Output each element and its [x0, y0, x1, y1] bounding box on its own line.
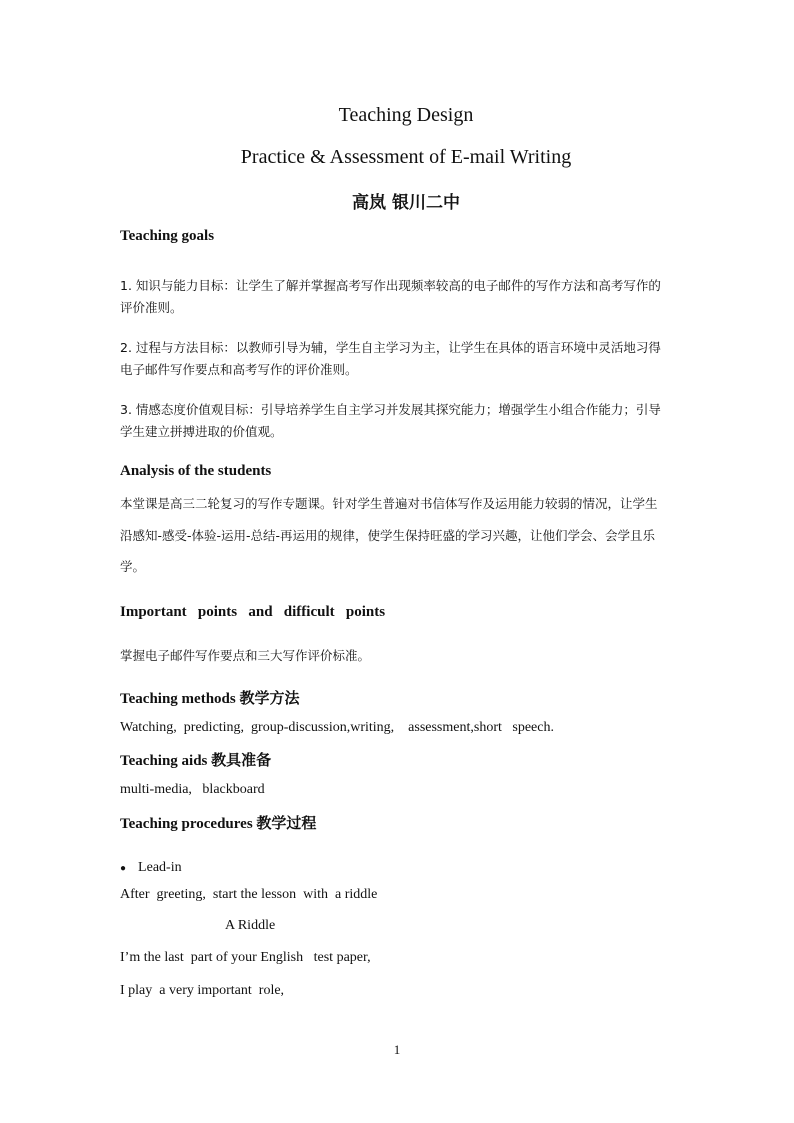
- goal-item-3-line-1: 3. 情感态度价值观目标：引导培养学生自主学习并发展其探究能力；增强学生小组合作能力；引导: [120, 402, 661, 417]
- methods-heading: [120, 687, 299, 708]
- aids-heading: [120, 749, 271, 770]
- document-subtitle: Practice & Assessment of E-mail Writing: [240, 146, 572, 168]
- riddle-title: A Riddle: [225, 918, 276, 933]
- page-number: 1: [393, 1042, 401, 1057]
- goal-item-2-line-1: 2. 过程与方法目标：以教师引导为辅，学生自主学习为主，让学生在具体的语言环境中灵活地习得: [120, 340, 661, 355]
- methods-heading-cn: 教学方法: [239, 689, 300, 707]
- author-line: 高岚 银川二中: [352, 193, 460, 213]
- goal-item-3-line-2: 学生建立拼搏进取的价值观。: [120, 424, 283, 439]
- procedure-line-4: I play a very important role,: [120, 983, 285, 998]
- procedure-line-1: After greeting, start the lesson with a riddle: [120, 887, 378, 902]
- bullet-item-lead-in: [120, 858, 182, 876]
- procedures-heading-en: Teaching procedures: [120, 816, 257, 832]
- teaching-goals-heading: Teaching goals: [120, 228, 215, 244]
- analysis-line-1: 本堂课是高三二轮复习的写作专题课。针对学生普遍对书信体写作及运用能力较弱的情况，让学生: [120, 496, 658, 511]
- document-title: Teaching Design: [338, 104, 474, 126]
- goal-item-1-line-2: 评价准则。: [120, 300, 183, 315]
- bullet-dot-icon: ●: [120, 863, 127, 874]
- bullet-label: Lead-in: [138, 860, 182, 875]
- procedures-heading: [120, 812, 316, 833]
- procedure-line-3: I’m the last part of your English test paper,: [120, 950, 371, 965]
- goal-item-2-line-2: 电子邮件写作要点和高考写作的评价准则。: [120, 362, 358, 377]
- analysis-line-3: 学。: [120, 559, 146, 574]
- important-points-heading: Important points and difficult points: [120, 604, 386, 620]
- methods-text: Watching, predicting, group-discussion,writing, assessment,short speech.: [120, 720, 554, 735]
- methods-heading-en: Teaching methods: [120, 691, 240, 707]
- goal-item-1-line-1: 1. 知识与能力目标：让学生了解并掌握高考写作出现频率较高的电子邮件的写作方法和高考写作的: [120, 278, 661, 293]
- analysis-line-2: 沿感知-感受-体验-运用-总结-再运用的规律，使学生保持旺盛的学习兴趣，让他们学会、会学且乐: [120, 528, 656, 543]
- important-points-text: 掌握电子邮件写作要点和三大写作评价标准。: [120, 648, 371, 663]
- aids-text: multi-media, blackboard: [120, 782, 265, 797]
- procedures-heading-cn: 教学过程: [256, 814, 317, 832]
- aids-heading-cn: 教具准备: [211, 751, 272, 769]
- aids-heading-en: Teaching aids: [120, 753, 212, 769]
- analysis-heading: Analysis of the students: [120, 463, 272, 479]
